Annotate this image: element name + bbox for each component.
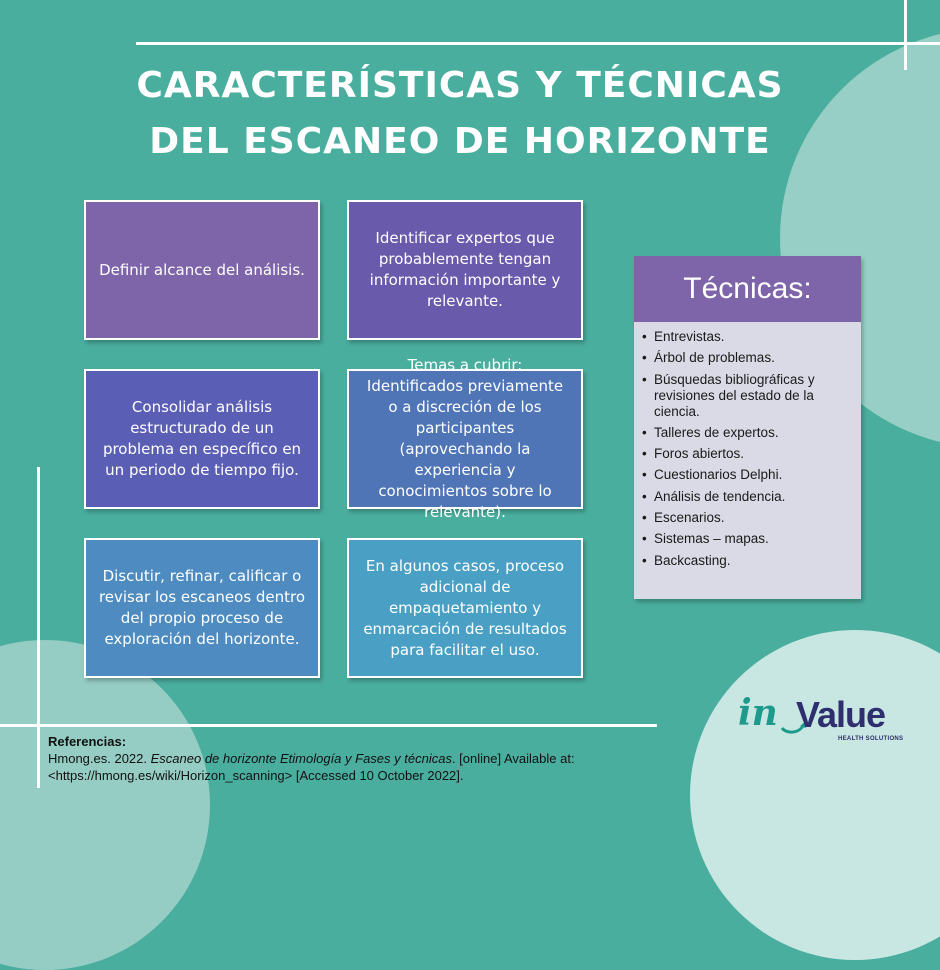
reference-title: Escaneo de horizonte Etimología y Fases y técnicas (150, 751, 452, 766)
techniques-heading: Técnicas: (634, 256, 861, 322)
reference-suffix: . [online] Available at: (451, 751, 575, 766)
techniques-panel (634, 256, 861, 599)
characteristic-card: En algunos casos, proceso adicional de empaquetamiento y enmarcación de resultados para facilitar el uso. (347, 538, 583, 678)
characteristic-card: Temas a cubrir: Identificados previamente o a discreción de los participantes (aprovechando la experiencia y conocimientos sobre lo relevante). (347, 369, 583, 509)
technique-item: • Foros abiertos. (654, 446, 855, 462)
reference-prefix: Hmong.es. 2022. (48, 751, 151, 766)
title-line-2: DEL ESCANEO DE HORIZONTE (149, 121, 771, 162)
logo-tagline: HEALTH SOLUTIONS (838, 736, 904, 742)
technique-item: • Cuestionarios Delphi. (654, 467, 855, 483)
references-heading: Referencias: (48, 734, 127, 749)
technique-item: • Sistemas – mapas. (654, 531, 855, 547)
technique-item: • Escenarios. (654, 510, 855, 526)
decor-line-left-vertical (37, 467, 40, 788)
technique-item: • Árbol de problemas. (654, 350, 855, 366)
techniques-list (634, 322, 861, 569)
characteristic-card: Discutir, refinar, calificar o revisar los escaneos dentro del propio proceso de exploración del horizonte. (84, 538, 320, 678)
reference-line-1 (48, 750, 668, 767)
logo-name: Value (796, 694, 886, 735)
decor-line-bottom (0, 724, 657, 727)
technique-item: • Backcasting. (654, 553, 855, 569)
decor-circle-bottom-right (690, 630, 940, 960)
references (48, 733, 668, 784)
reference-line-2: <https://hmong.es/wiki/Horizon_scanning> [Accessed 10 October 2022]. (48, 768, 464, 783)
decor-line-top (136, 42, 940, 45)
technique-item: • Talleres de expertos. (654, 425, 855, 441)
invalue-logo (738, 690, 918, 750)
decor-circle-bottom-left (0, 640, 210, 970)
technique-item: • Análisis de tendencia. (654, 489, 855, 505)
characteristic-card: Identificar expertos que probablemente tengan información importante y relevante. (347, 200, 583, 340)
logo-prefix: in (738, 692, 778, 734)
technique-item: • Búsquedas bibliográficas y revisiones del estado de la ciencia. (654, 372, 855, 420)
technique-item: • Entrevistas. (654, 329, 855, 345)
characteristic-card: Definir alcance del análisis. (84, 200, 320, 340)
decor-line-right-vertical (904, 0, 907, 70)
characteristic-card: Consolidar análisis estructurado de un problema en específico en un periodo de tiempo fijo. (84, 369, 320, 509)
page-title (60, 58, 860, 170)
title-line-1: CARACTERÍSTICAS Y TÉCNICAS (136, 65, 784, 106)
